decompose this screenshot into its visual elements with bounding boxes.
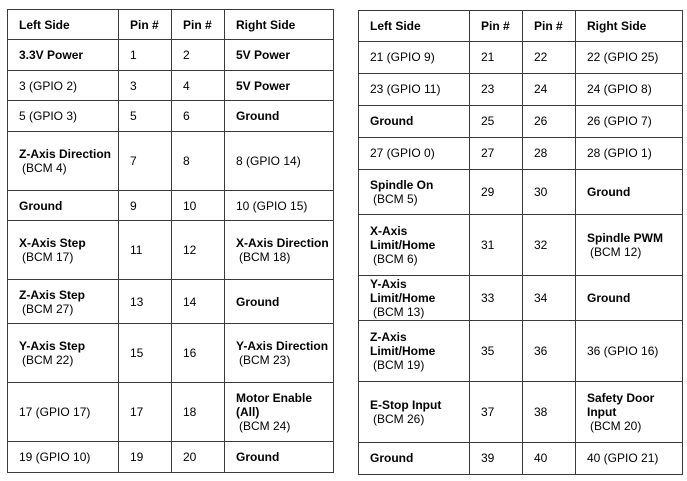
right-side-label: Y-Axis Direction <box>236 339 329 353</box>
pin-row <box>359 442 683 474</box>
left-side-label: 3.3V Power <box>19 48 84 62</box>
header-pin-left: Pin # <box>470 11 523 42</box>
pin-number-left: 19 <box>119 442 172 473</box>
right-side-cell <box>576 442 683 474</box>
right-side-label: 10 (GPIO 15) <box>236 198 308 213</box>
right-side-cell <box>225 71 334 101</box>
pin-number-right: 38 <box>523 382 576 443</box>
pin-number-right: 14 <box>172 280 225 324</box>
pin-number-right: 22 <box>523 42 576 74</box>
left-side-bcm: (BCM 19) <box>373 358 425 373</box>
left-side-label: 3 (GPIO 2) <box>19 78 78 93</box>
right-side-bcm: (BCM 18) <box>239 250 291 264</box>
left-side-cell <box>8 221 119 280</box>
pin-row <box>359 275 683 320</box>
right-side-bcm: (BCM 24) <box>239 419 291 433</box>
right-side-label: 40 (GPIO 21) <box>587 451 659 466</box>
left-side-label: 17 (GPIO 17) <box>19 405 91 419</box>
pin-number-left: 5 <box>119 101 172 132</box>
right-side-cell <box>225 324 334 383</box>
pinout-rows-right <box>359 42 683 475</box>
pin-number-left: 23 <box>470 73 523 105</box>
left-side-label: Spindle On <box>370 177 434 192</box>
right-side-cell <box>225 383 334 442</box>
left-side-cell <box>8 191 119 221</box>
header-pin-left: Pin # <box>119 10 172 40</box>
header-left-side: Left Side <box>8 10 119 40</box>
right-side-label: 22 (GPIO 25) <box>587 50 659 65</box>
pin-number-left: 3 <box>119 71 172 101</box>
left-side-label: E-Stop Input <box>370 398 442 413</box>
pin-number-left: 15 <box>119 324 172 383</box>
pin-number-right: 26 <box>523 105 576 137</box>
pin-number-right: 8 <box>172 132 225 191</box>
right-side-cell <box>576 275 683 320</box>
left-side-cell <box>359 275 470 320</box>
left-side-bcm: (BCM 6) <box>373 252 418 267</box>
pin-number-left: 11 <box>119 221 172 280</box>
pin-number-right: 34 <box>523 275 576 320</box>
right-side-cell <box>225 221 334 280</box>
pin-row <box>8 191 334 221</box>
pin-number-right: 10 <box>172 191 225 221</box>
pin-row <box>359 382 683 443</box>
left-side-label: Y-Axis Step <box>19 339 86 353</box>
right-side-label: 5V Power <box>236 48 291 62</box>
pin-row <box>8 221 334 280</box>
left-side-cell <box>359 215 470 276</box>
pin-number-right: 40 <box>523 442 576 474</box>
right-side-cell <box>225 40 334 71</box>
pin-number-left: 37 <box>470 382 523 443</box>
left-side-label: 5 (GPIO 3) <box>19 109 78 123</box>
right-side-label: Ground <box>236 294 280 309</box>
right-side-label: Ground <box>236 109 280 123</box>
left-side-cell <box>359 137 470 169</box>
header-right-side: Right Side <box>225 10 334 40</box>
right-side-label: 8 (GPIO 14) <box>236 154 301 168</box>
pin-row <box>8 132 334 191</box>
left-side-bcm: (BCM 4) <box>22 161 67 175</box>
pin-number-right: 20 <box>172 442 225 473</box>
header-left-side: Left Side <box>359 11 470 42</box>
right-side-cell <box>576 42 683 74</box>
pin-row <box>359 73 683 105</box>
left-side-cell <box>359 105 470 137</box>
right-side-label: 24 (GPIO 8) <box>587 82 652 97</box>
left-side-cell <box>359 42 470 74</box>
header-pin-right: Pin # <box>172 10 225 40</box>
right-side-cell <box>225 442 334 473</box>
right-side-cell <box>576 73 683 105</box>
left-side-cell <box>359 382 470 443</box>
left-side-label: Ground <box>370 451 414 466</box>
right-side-label: 5V Power <box>236 78 291 93</box>
pinout-table-right <box>358 10 683 475</box>
left-side-cell <box>8 324 119 383</box>
right-side-label: Ground <box>236 450 280 464</box>
right-side-label: Ground <box>587 291 631 306</box>
left-side-cell <box>8 40 119 71</box>
pin-number-right: 4 <box>172 71 225 101</box>
left-side-cell <box>8 101 119 132</box>
left-side-cell <box>359 73 470 105</box>
pin-number-right: 12 <box>172 221 225 280</box>
pin-number-left: 17 <box>119 383 172 442</box>
pin-number-left: 35 <box>470 321 523 382</box>
pin-row <box>8 71 334 101</box>
pin-row <box>8 442 334 473</box>
pin-number-left: 27 <box>470 137 523 169</box>
right-side-label: Safety Door Input <box>587 391 655 420</box>
right-side-cell <box>225 280 334 324</box>
right-side-cell <box>225 191 334 221</box>
right-side-label: 28 (GPIO 1) <box>587 146 652 161</box>
right-side-bcm: (BCM 12) <box>590 245 642 260</box>
right-side-cell <box>576 105 683 137</box>
right-side-bcm: (BCM 23) <box>239 353 291 367</box>
pin-row <box>8 40 334 71</box>
left-side-label: Ground <box>19 198 63 213</box>
right-side-cell <box>576 321 683 382</box>
pin-number-left: 31 <box>470 215 523 276</box>
right-side-label: Spindle PWM <box>587 231 663 246</box>
right-side-label: 36 (GPIO 16) <box>587 344 659 359</box>
header-row <box>359 11 683 42</box>
pin-number-right: 30 <box>523 169 576 214</box>
left-side-label: X-Axis Limit/Home <box>370 224 436 253</box>
pin-number-right: 6 <box>172 101 225 132</box>
pin-number-right: 36 <box>523 321 576 382</box>
pin-number-left: 1 <box>119 40 172 71</box>
left-side-label: Z-Axis Step <box>19 287 86 302</box>
pin-row <box>359 42 683 74</box>
left-side-bcm: (BCM 5) <box>373 191 418 206</box>
left-side-cell <box>359 442 470 474</box>
left-side-bcm: (BCM 22) <box>22 353 74 367</box>
right-side-cell <box>576 215 683 276</box>
pin-number-left: 39 <box>470 442 523 474</box>
right-side-cell <box>576 169 683 214</box>
pin-row <box>8 383 334 442</box>
right-side-cell <box>576 137 683 169</box>
left-side-bcm: (BCM 27) <box>22 301 74 316</box>
pin-number-right: 18 <box>172 383 225 442</box>
pin-row <box>8 324 334 383</box>
pinout-table-left <box>7 9 334 473</box>
pin-number-left: 9 <box>119 191 172 221</box>
left-side-cell <box>359 321 470 382</box>
left-side-bcm: (BCM 13) <box>373 305 425 320</box>
left-side-bcm: (BCM 17) <box>22 250 74 264</box>
pin-row <box>8 101 334 132</box>
pin-row <box>359 169 683 214</box>
right-side-cell <box>225 101 334 132</box>
right-side-label: X-Axis Direction <box>236 236 329 250</box>
left-side-label: Ground <box>370 114 414 129</box>
left-side-label: 21 (GPIO 9) <box>370 50 435 65</box>
left-side-label: 23 (GPIO 11) <box>370 82 441 97</box>
pin-number-right: 32 <box>523 215 576 276</box>
pin-number-left: 21 <box>470 42 523 74</box>
left-side-label: X-Axis Step <box>19 236 86 250</box>
pin-number-right: 16 <box>172 324 225 383</box>
right-side-bcm: (BCM 20) <box>590 419 642 434</box>
left-side-label: 27 (GPIO 0) <box>370 146 435 161</box>
header-row <box>8 10 334 40</box>
left-side-label: Z-Axis Direction <box>19 147 112 161</box>
pin-number-left: 13 <box>119 280 172 324</box>
left-side-label: Y-Axis Limit/Home <box>370 277 436 306</box>
left-side-cell <box>8 383 119 442</box>
left-side-cell <box>8 280 119 324</box>
pin-row <box>359 137 683 169</box>
left-side-cell <box>8 71 119 101</box>
pin-row <box>359 321 683 382</box>
pin-row <box>8 280 334 324</box>
header-right-side: Right Side <box>576 11 683 42</box>
pinout-rows-left <box>8 40 334 473</box>
pin-number-left: 7 <box>119 132 172 191</box>
right-side-label: 26 (GPIO 7) <box>587 114 652 129</box>
right-side-label: Ground <box>587 184 631 199</box>
left-side-label: Z-Axis Limit/Home <box>370 330 436 359</box>
pin-number-right: 24 <box>523 73 576 105</box>
left-side-cell <box>8 442 119 473</box>
pin-row <box>359 215 683 276</box>
left-side-bcm: (BCM 26) <box>373 412 425 427</box>
right-side-cell <box>225 132 334 191</box>
pin-number-left: 25 <box>470 105 523 137</box>
left-side-cell <box>8 132 119 191</box>
pin-number-left: 33 <box>470 275 523 320</box>
pin-row <box>359 105 683 137</box>
left-side-cell <box>359 169 470 214</box>
pin-number-left: 29 <box>470 169 523 214</box>
right-side-label: Motor Enable (All) <box>236 391 313 419</box>
pin-number-right: 2 <box>172 40 225 71</box>
right-side-cell <box>576 382 683 443</box>
left-side-label: 19 (GPIO 10) <box>19 450 91 464</box>
pin-number-right: 28 <box>523 137 576 169</box>
header-pin-right: Pin # <box>523 11 576 42</box>
